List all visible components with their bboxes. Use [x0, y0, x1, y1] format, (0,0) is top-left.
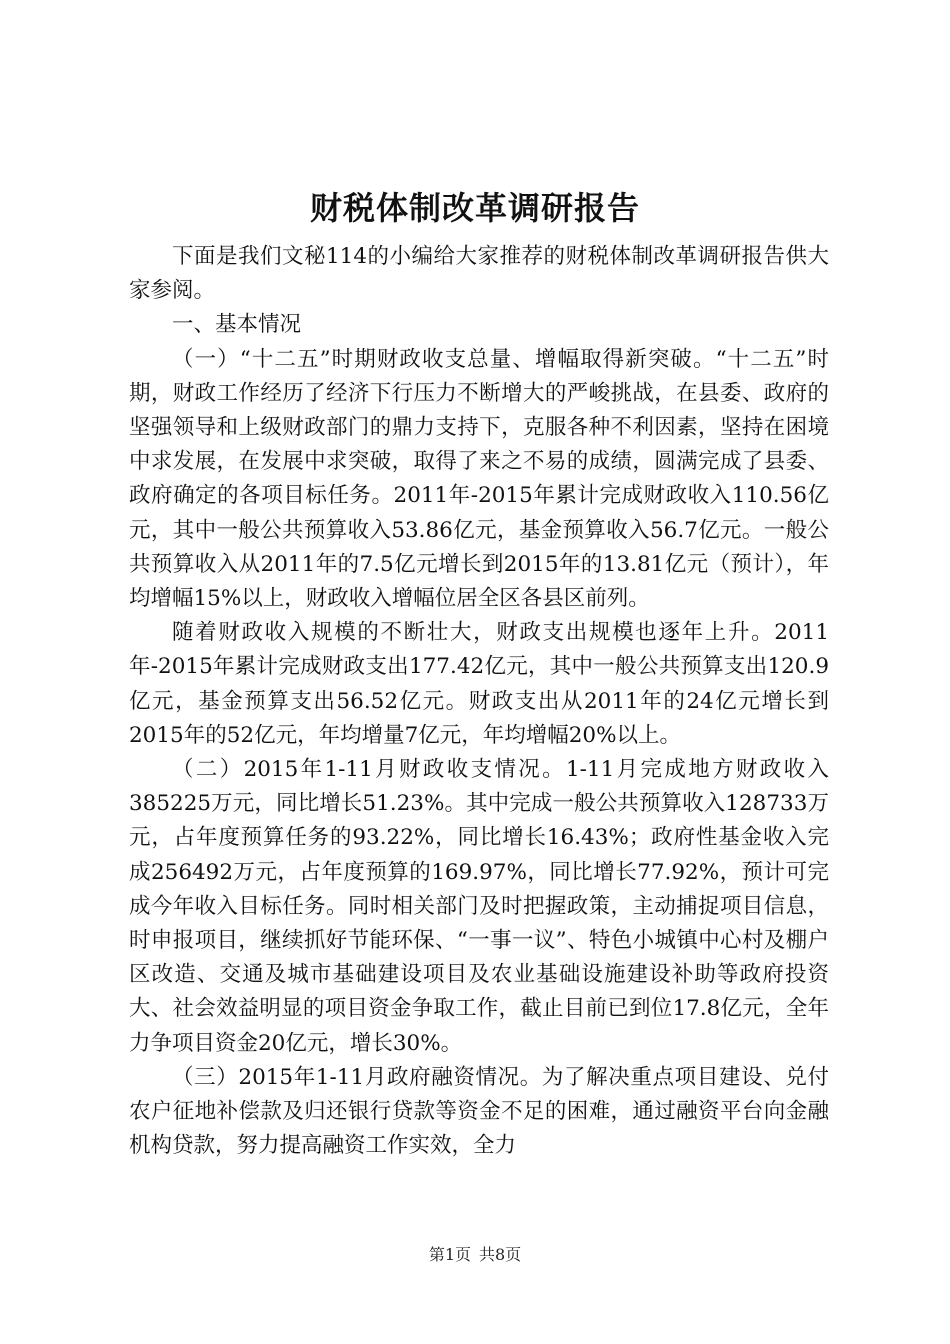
- paragraph-section-3: （三）2015年1-11月政府融资情况。为了解决重点项目建设、兑付农户征地补偿款及归还银行贷款等资金不足的困难，通过融资平台向金融机构贷款，努力提高融资工作实效，全力: [129, 1064, 829, 1159]
- page-number-total: 共8页: [479, 1245, 522, 1264]
- paragraph-section-2: （二）2015年1-11月财政收支情况。1-11月完成地方财政收入385225万元，同比增长51.23%。其中完成一般公共预算收入128733万元，占年度预算任务的93.22%，同比增长16.43%；政府性基金收入完成256492万元，占年度预算的169.97%，同比增长77.92%，预计可完成今年收入目标任务。同时相关部门及时把握政策，主动捕捉项目信息，时申报项目，继续抓好节能环保、“一事一议”、特色小城镇中心村及棚户区改造、交通及城市基础建设项目及农业基础设施建设补助等政府投资大、社会效益明显的项目资金争取工作，截止目前已到位17.8亿元，全年力争项目资金20亿元，增长30%。: [129, 757, 829, 1056]
- paragraph-intro: 下面是我们文秘114的小编给大家推荐的财税体制改革调研报告供大家参阅。: [129, 244, 829, 304]
- page-number-current: 第1页: [428, 1245, 471, 1264]
- paragraph-section-1: （一）“十二五”时期财政收支总量、增幅取得新突破。“十二五”时期，财政工作经历了经济下行压力不断增大的严峻挑战，在县委、政府的坚强领导和上级财政部门的鼎力支持下，克服各种不利因素，坚持在困境中求发展，在发展中求突破，取得了来之不易的成绩，圆满完成了县委、政府确定的各项目标任务。2011年-2015年累计完成财政收入110.56亿元，其中一般公共预算收入53.86亿元，基金预算收入56.7亿元。一般公共预算收入从2011年的7.5亿元增长到2015年的13.81亿元（预计），年均增幅15%以上，财政收入增幅位居全区各县区前列。: [129, 346, 829, 612]
- paragraph-expenditure: 随着财政收入规模的不断壮大，财政支出规模也逐年上升。2011年-2015年累计完成财政支出177.42亿元，其中一般公共预算支出120.9亿元，基金预算支出56.52亿元。财政支出从2011年的24亿元增长到2015年的52亿元，年均增量7亿元，年均增幅20%以上。: [129, 620, 829, 748]
- document-body: [129, 240, 829, 1163]
- document-title: 财税体制改革调研报告: [309, 189, 640, 227]
- section-heading-basic-situation: 一、基本情况: [172, 312, 302, 338]
- page-footer: [0, 1244, 950, 1266]
